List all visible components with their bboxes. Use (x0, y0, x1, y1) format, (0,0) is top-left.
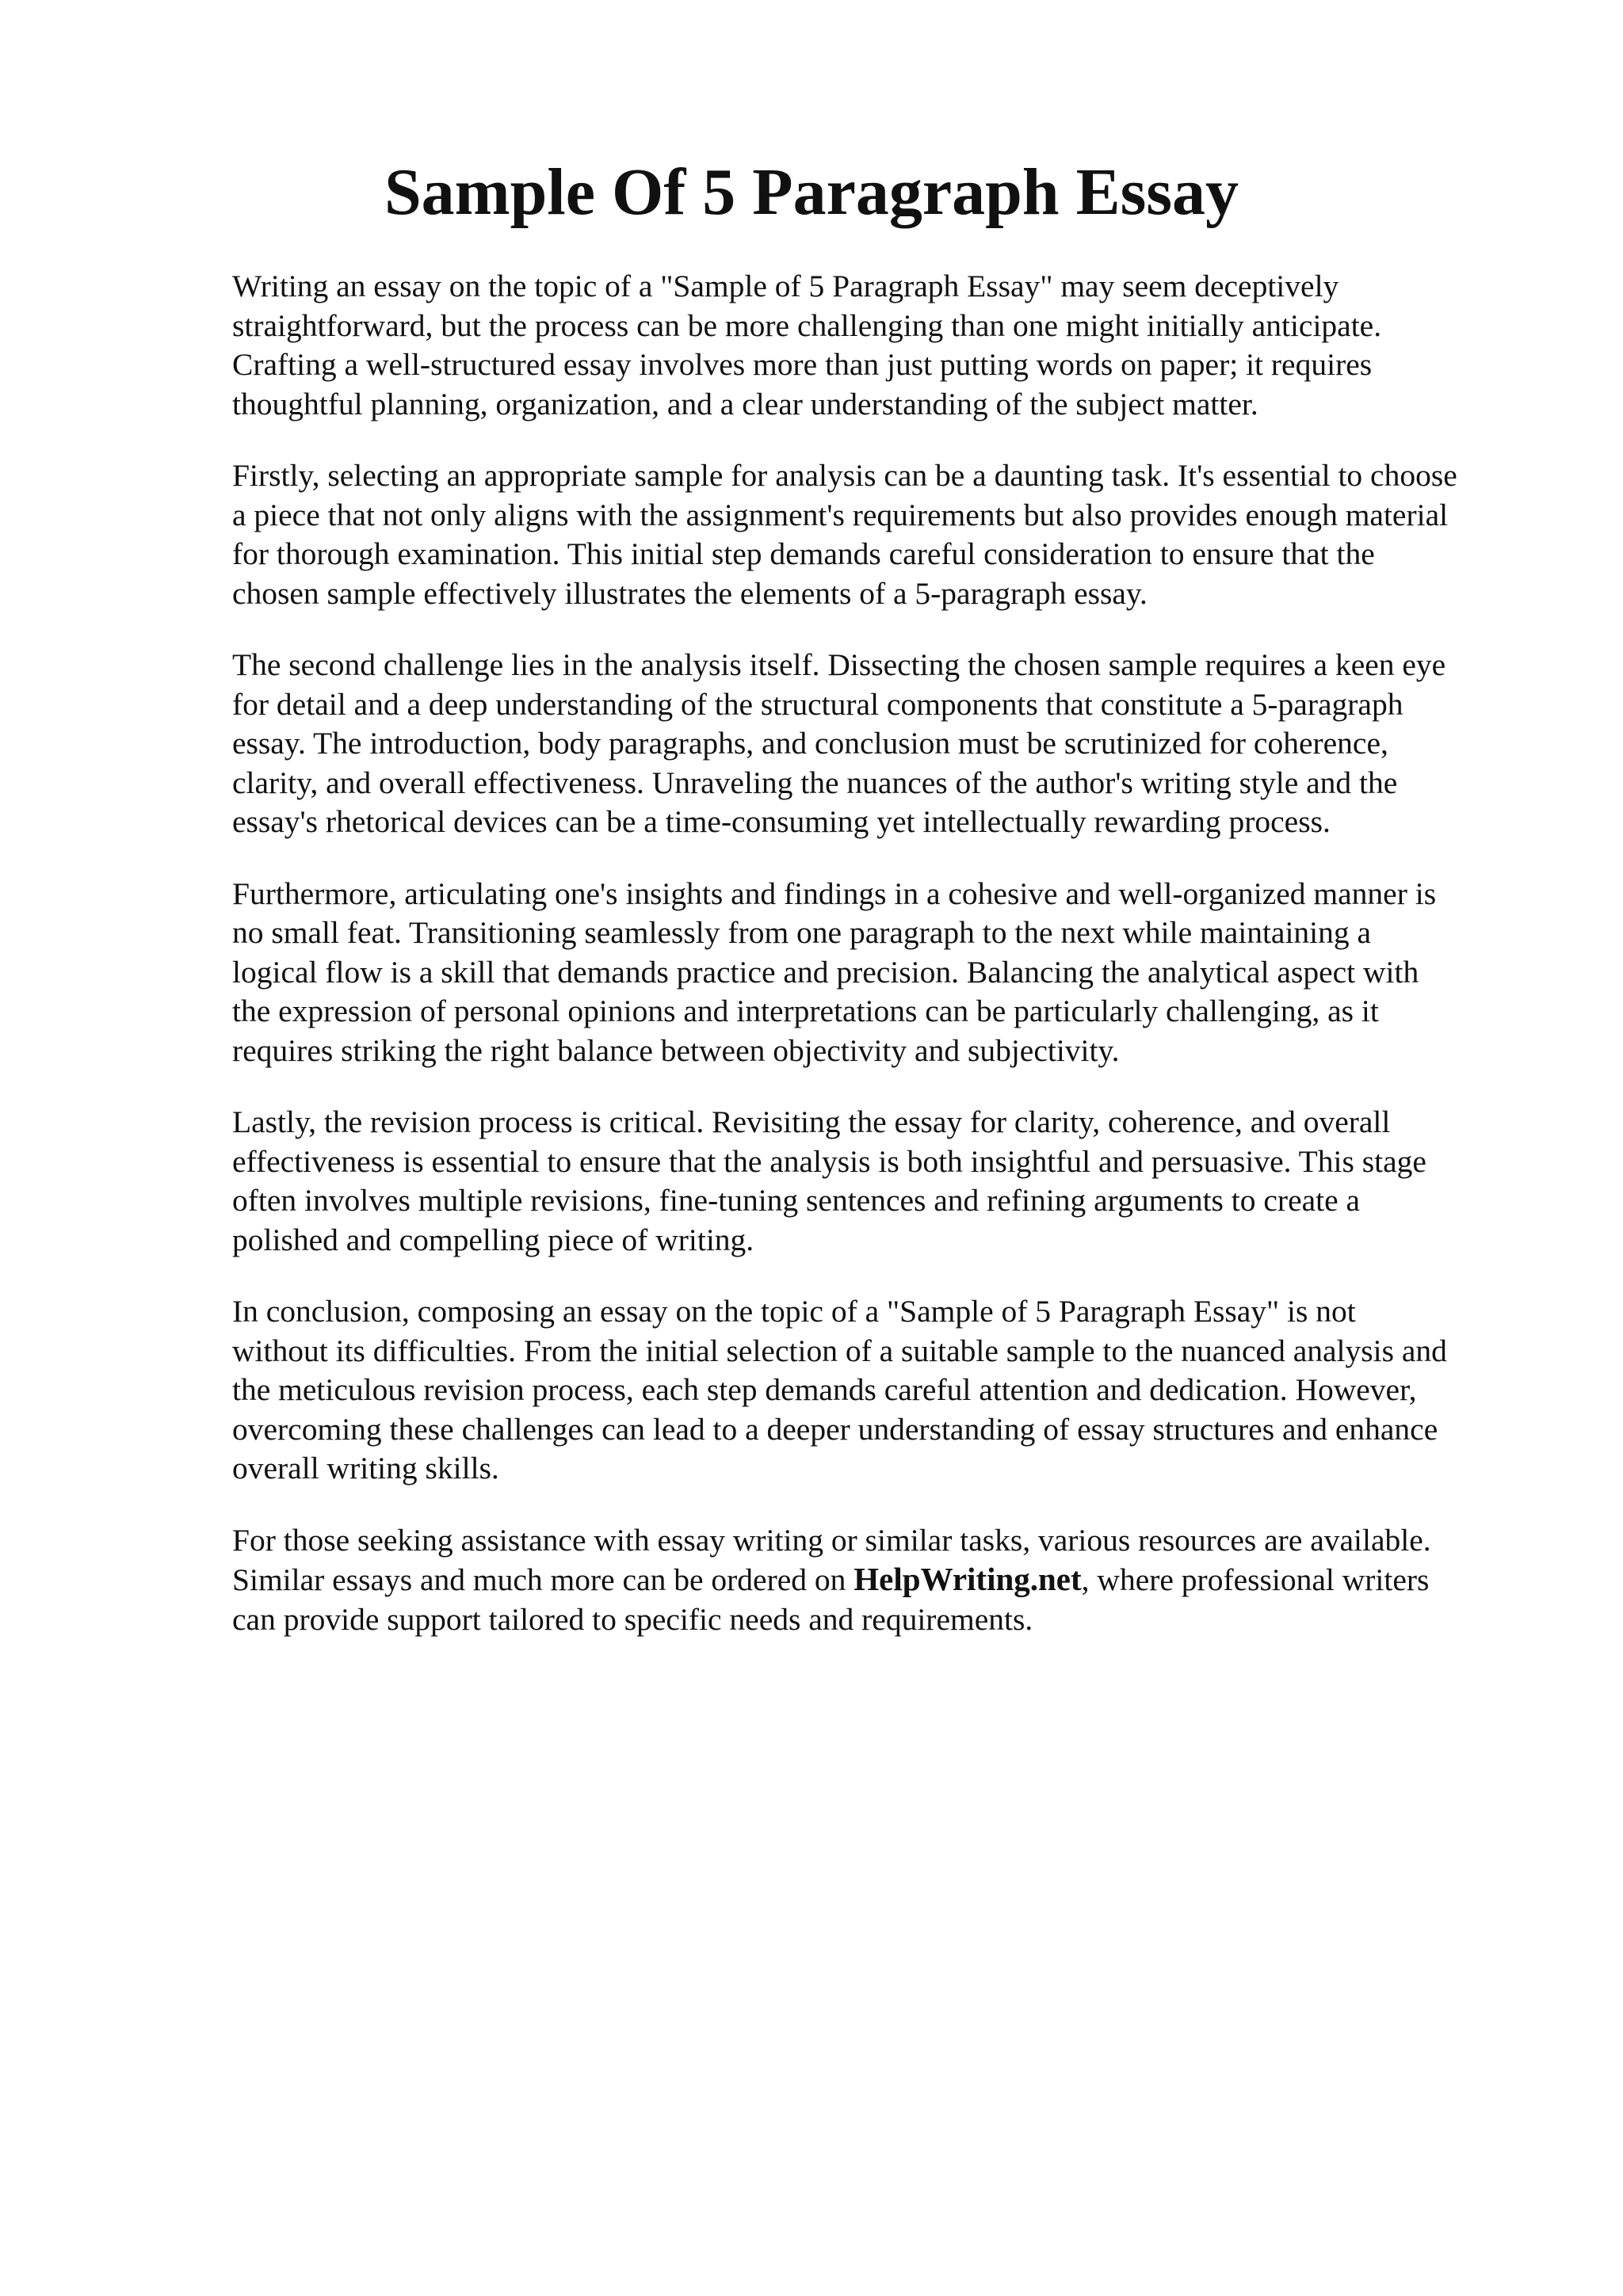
text-line: chosen sample effectively illustrates the elements of a 5-paragraph essay. (232, 575, 1148, 611)
paragraph-second-challenge (232, 646, 1532, 842)
text-line: logical flow is a skill that demands practice and precision. Balancing the analytical aspect with (232, 954, 1419, 990)
text-line: often involves multiple revisions, fine-tuning sentences and refining arguments to create a (232, 1183, 1361, 1218)
text-line: effectiveness is essential to ensure that the analysis is both insightful and persuasive. This stage (232, 1143, 1426, 1179)
paragraph-intro (232, 267, 1532, 424)
text-line: The second challenge lies in the analysis itself. Dissecting the chosen sample requires a keen eye (232, 647, 1446, 682)
text-line: Crafting a well-structured essay involves more than just putting words on paper; it requires (232, 347, 1373, 382)
text-line: Furthermore, articulating one's insights and findings in a cohesive and well-organized manner is (232, 875, 1437, 911)
text-line: without its difficulties. From the initial selection of a suitable sample to the nuanced analysis and (232, 1333, 1447, 1368)
text-line: essay. The introduction, body paragraphs, and conclusion must be scrutinized for coherence, (232, 726, 1388, 761)
text-line: clarity, and overall effectiveness. Unraveling the nuances of the author's writing style and the (232, 765, 1398, 800)
text-line: no small feat. Transitioning seamlessly from one paragraph to the next while maintaining a (232, 915, 1372, 950)
text-line: overcoming these challenges can lead to a deeper understanding of essay structures and enhance (232, 1411, 1438, 1447)
text-line: the meticulous revision process, each step demands careful attention and dedication. However, (232, 1372, 1417, 1407)
text-line: essay's rhetorical devices can be a time-consuming yet intellectually rewarding process. (232, 804, 1331, 839)
brand-name: HelpWriting.net (854, 1561, 1082, 1597)
paragraph-lastly (232, 1103, 1532, 1260)
text-line: For those seeking assistance with essay writing or similar tasks, various resources are available. (232, 1522, 1431, 1558)
essay-body (232, 267, 1532, 1672)
paragraph-conclusion (232, 1292, 1532, 1489)
text-line: straightforward, but the process can be more challenging than one might initially anticipate. (232, 307, 1382, 343)
text-line: overall writing skills. (232, 1451, 499, 1486)
text-line: Writing an essay on the topic of a "Sample of 5 Paragraph Essay" may seem deceptively (232, 269, 1339, 303)
text-line: the expression of personal opinions and interpretations can be particularly challenging, as it (232, 994, 1379, 1028)
text-line: polished and compelling piece of writing. (232, 1222, 754, 1257)
text-line: requires striking the right balance between objectivity and subjectivity. (232, 1032, 1120, 1068)
text-line: Lastly, the revision process is critical. Revisiting the essay for clarity, coherence, and overall (232, 1104, 1391, 1139)
text-line: for thorough examination. This initial step demands careful consideration to ensure that the (232, 536, 1375, 571)
paragraph-resources (232, 1521, 1532, 1640)
text-segment: Similar essays and much more can be ordered on (232, 1562, 854, 1597)
text-line: thoughtful planning, organization, and a clear understanding of the subject matter. (232, 386, 1258, 421)
paragraph-furthermore (232, 875, 1532, 1071)
text-line: Firstly, selecting an appropriate sample for analysis can be a daunting task. It's essential to choose (232, 458, 1457, 493)
text-line-with-brand (232, 1560, 1532, 1600)
text-segment: , where professional writers (1081, 1562, 1430, 1597)
text-line: a piece that not only aligns with the assignment's requirements but also provides enough material (232, 497, 1449, 532)
page-title: Sample Of 5 Paragraph Essay (384, 155, 1239, 229)
text-line: In conclusion, composing an essay on the topic of a "Sample of 5 Paragraph Essay" is not (232, 1294, 1356, 1329)
text-line: can provide support tailored to specific needs and requirements. (232, 1601, 1033, 1637)
text-line: for detail and a deep understanding of the structural components that constitute a 5-paragraph (232, 686, 1403, 722)
paragraph-firstly (232, 456, 1532, 613)
